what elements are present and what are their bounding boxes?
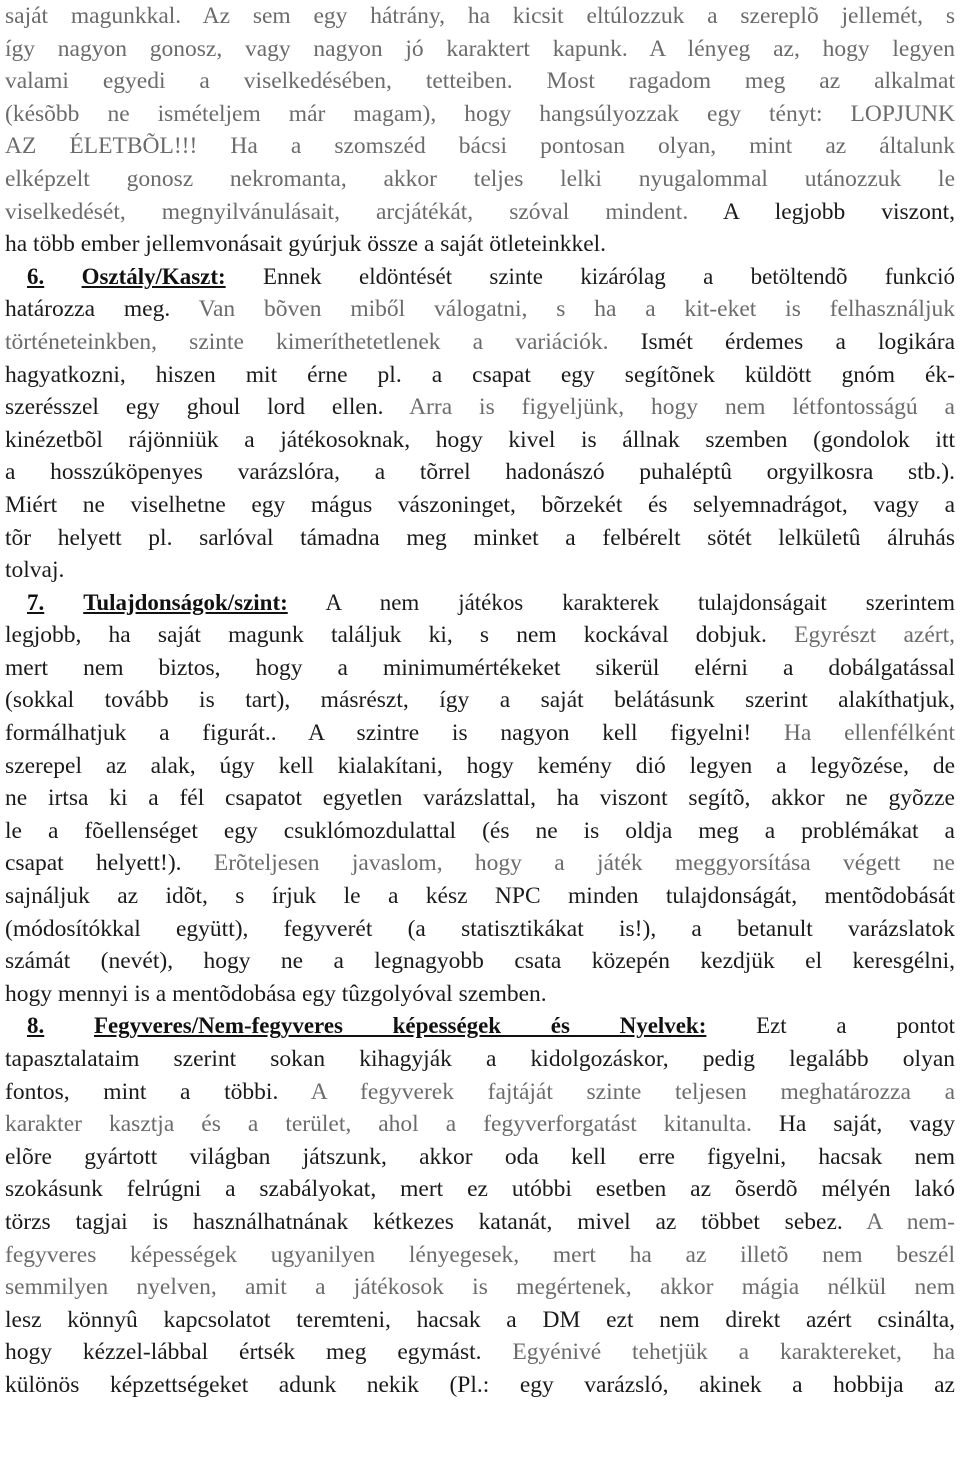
text-segment: tolvaj. bbox=[5, 557, 65, 584]
text-segment: (sokkal tovább is tart), másrészt, így a saját belátásunk szerint alakíthatjuk, bbox=[5, 687, 955, 714]
text-segment: (módosítókkal együtt), fegyverét (a statisztikákat is!), a betanult varázslatok bbox=[5, 915, 955, 942]
text-line bbox=[5, 1271, 955, 1304]
text-segment: lesz könnyû kapcsolatot teremteni, hacsak a DM ezt nem direkt azért csinálta, bbox=[5, 1306, 955, 1333]
text-line bbox=[5, 163, 955, 196]
text-line bbox=[5, 619, 955, 652]
text-line bbox=[5, 489, 955, 522]
text-segment-gray: Van bõven miből válogatni, s ha a kit-eket is felhasználjuk bbox=[170, 296, 955, 323]
text-segment-gray: fegyveres képességek ugyanilyen lényegesek, mert ha az illetõ nem beszél bbox=[5, 1241, 955, 1268]
text-line bbox=[5, 522, 955, 555]
text-line bbox=[5, 359, 955, 392]
text-segment-gray: saját magunkkal. Az sem egy hátrány, ha kicsit eltúlozzuk a szereplõ jellemét, s bbox=[5, 3, 955, 29]
text-segment: a hosszúköpenyes varázslóra, a tõrrel hadonászó puhaléptû orgyilkosra stb.). bbox=[5, 459, 955, 486]
text-line bbox=[5, 847, 955, 880]
text-segment-gray: A nem- bbox=[842, 1208, 955, 1235]
document-page bbox=[5, 0, 955, 1402]
text-segment: szerésszel egy ghoul lord ellen. bbox=[5, 394, 384, 421]
text-segment-gray: Egyénivé tehetjük a karaktereket, ha bbox=[481, 1339, 955, 1366]
text-segment: hogy mennyi is a mentõdobása egy tûzgolyóval szemben. bbox=[5, 980, 547, 1007]
text-line bbox=[5, 815, 955, 848]
text-segment: hagyatkozni, hiszen mit érne pl. a csapat egy segítõnek küldött gnóm ék- bbox=[5, 361, 955, 388]
text-line bbox=[5, 130, 955, 163]
section-heading-line bbox=[5, 261, 955, 294]
text-line bbox=[5, 1304, 955, 1337]
text-segment: szokásunk felrúgni a szabályokat, mert ez utóbbi esetben az õserdõ mélyén lakó bbox=[5, 1176, 955, 1203]
text-segment: A legjobb viszont, bbox=[688, 198, 955, 225]
text-segment: számát (nevét), hogy ne a legnagyobb csata közepén kezdjük el keresgélni, bbox=[5, 948, 955, 975]
text-segment: fontos, mint a többi. bbox=[5, 1078, 279, 1105]
text-segment: le a fõellenséget egy csuklómozdulattal (és ne is oldja meg a problémákat a bbox=[5, 817, 955, 844]
section-heading-line bbox=[5, 587, 955, 620]
section-heading: 8. bbox=[27, 1013, 45, 1039]
text-segment-gray: semmilyen nyelven, amit a játékosok is megértenek, akkor mágia nélkül nem bbox=[5, 1274, 955, 1301]
text-segment: mert nem biztos, hogy a minimumértékeket sikerül elérni a dobálgatással bbox=[5, 654, 955, 681]
text-line bbox=[5, 750, 955, 783]
text-line bbox=[5, 1336, 955, 1369]
text-segment-gray: viselkedését, megnyilvánulásait, arcjátékát, szóval mindent. bbox=[5, 198, 689, 225]
text-line bbox=[5, 326, 955, 359]
text-line bbox=[5, 1173, 955, 1206]
text-segment-gray: karakter kasztja és a terület, ahol a fegyverforgatást kitanulta. bbox=[5, 1111, 752, 1138]
text-line bbox=[5, 0, 955, 33]
text-segment: formálhatjuk a figurát.. A szintre is nagyon kell figyelni! bbox=[5, 720, 752, 747]
text-line bbox=[5, 1206, 955, 1239]
text-segment: szerepel az alak, úgy kell kialakítani, hogy kemény dió legyen a legyõzése, de bbox=[5, 752, 955, 779]
text-segment: különös képzettségeket adunk nekik (Pl.: egy varázsló, akinek a hobbija az bbox=[5, 1371, 955, 1398]
text-line bbox=[5, 1141, 955, 1174]
text-segment: A nem játékos karakterek tulajdonságait szerintem bbox=[287, 589, 955, 615]
text-line bbox=[5, 684, 955, 717]
text-line bbox=[5, 391, 955, 424]
text-segment: Ismét érdemes a logikára bbox=[608, 328, 955, 355]
text-line bbox=[5, 1369, 955, 1402]
text-line bbox=[5, 913, 955, 946]
text-segment: Miért ne viselhetne egy mágus vászoninget, bõrzekét és selyemnadrágot, vagy a bbox=[5, 491, 955, 518]
text-line bbox=[5, 33, 955, 66]
text-segment: csapat helyett!). bbox=[5, 850, 182, 877]
text-line bbox=[5, 228, 955, 261]
text-segment: legjobb, ha saját magunk találjuk ki, s nem kockával dobjuk. bbox=[5, 622, 767, 649]
text-segment: kinézetbõl rájönniük a játékosoknak, hogy kivel is állnak szemben (gondolok itt bbox=[5, 426, 955, 453]
text-line bbox=[5, 652, 955, 685]
text-segment: elõre gyártott világban játszunk, akkor oda kell erre figyelni, hacsak nem bbox=[5, 1143, 955, 1170]
text-line bbox=[5, 456, 955, 489]
section-heading-title: Tulajdonságok/szint: bbox=[83, 589, 288, 615]
text-segment: ha több ember jellemvonásait gyúrjuk össze a saját ötleteinkkel. bbox=[5, 231, 607, 258]
text-segment-gray: valami egyedi a viselkedésében, tetteiben. Most ragadom meg az alkalmat bbox=[5, 68, 955, 95]
text-segment-gray: (késõbb ne ismételjem már magam), hogy hangsúlyozzak egy tényt: LOPJUNK bbox=[5, 100, 955, 127]
text-segment: tapasztalataim szerint sokan kihagyják a kidolgozáskor, pedig legalább olyan bbox=[5, 1046, 955, 1072]
text-segment-gray: A fegyverek fajtáját szinte teljesen meghatározza a bbox=[278, 1078, 956, 1105]
section-heading: 7. bbox=[27, 589, 45, 615]
text-line bbox=[5, 424, 955, 457]
text-segment-gray: Ha ellenfélként bbox=[751, 720, 955, 747]
text-line bbox=[5, 554, 955, 587]
text-line bbox=[5, 65, 955, 98]
text-segment: Ha saját, vagy bbox=[751, 1111, 955, 1138]
text-segment: Ennek eldöntését szinte kizárólag a betöltendõ funkció bbox=[225, 263, 956, 289]
text-line bbox=[5, 98, 955, 131]
section-heading-title: Osztály/Kaszt: bbox=[81, 263, 226, 289]
text-line bbox=[5, 1108, 955, 1141]
text-line bbox=[5, 1076, 955, 1109]
text-segment: Ezt a pontot bbox=[706, 1013, 955, 1039]
section-heading-title: Fegyveres/Nem-fegyveres képességek és Nyelvek: bbox=[93, 1013, 707, 1039]
text-line bbox=[5, 1239, 955, 1272]
text-line bbox=[5, 945, 955, 978]
section-heading-line bbox=[5, 1010, 955, 1043]
text-segment-gray: elképzelt gonosz nekromanta, akkor teljes lelki nyugalommal utánozzuk le bbox=[5, 165, 955, 192]
text-segment-gray: történeteinkben, szinte kimeríthetetlenek a variációk. bbox=[5, 328, 609, 355]
text-segment: határozza meg. bbox=[5, 296, 171, 323]
text-segment: törzs tagjai is használhatnának kétkezes katanát, mivel az többet sebez. bbox=[5, 1208, 843, 1235]
text-segment-gray: így nagyon gonosz, vagy nagyon jó karaktert kapunk. A lényeg az, hogy legyen bbox=[5, 35, 955, 62]
text-line bbox=[5, 196, 955, 229]
text-segment-gray: Erõteljesen javaslom, hogy a játék meggyorsítása végett ne bbox=[181, 850, 955, 877]
section-heading: 6. bbox=[27, 263, 45, 289]
text-segment: ne irtsa ki a fél csapatot egyetlen varázslattal, ha viszont segítõ, akkor ne gyõzze bbox=[5, 785, 955, 812]
text-line bbox=[5, 717, 955, 750]
text-segment: tõr helyett pl. sarlóval támadna meg minket a felbérelt sötét lelkületû álruhás bbox=[5, 524, 955, 551]
text-line bbox=[5, 978, 955, 1011]
text-line bbox=[5, 293, 955, 326]
text-segment-gray: AZ ÉLETBÕL!!! Ha a szomszéd bácsi pontosan olyan, mint az általunk bbox=[5, 133, 955, 160]
text-segment-gray: Arra is figyeljünk, hogy nem létfontosságú a bbox=[383, 394, 955, 421]
text-segment: hogy kézzel-lábbal értsék meg egymást. bbox=[5, 1339, 482, 1366]
text-segment-gray: Egyrészt azért, bbox=[766, 622, 955, 649]
text-segment: sajnáljuk az idõt, s írjuk le a kész NPC minden tulajdonságát, mentõdobását bbox=[5, 883, 955, 910]
text-line bbox=[5, 880, 955, 913]
text-line bbox=[5, 1043, 955, 1076]
text-line bbox=[5, 782, 955, 815]
